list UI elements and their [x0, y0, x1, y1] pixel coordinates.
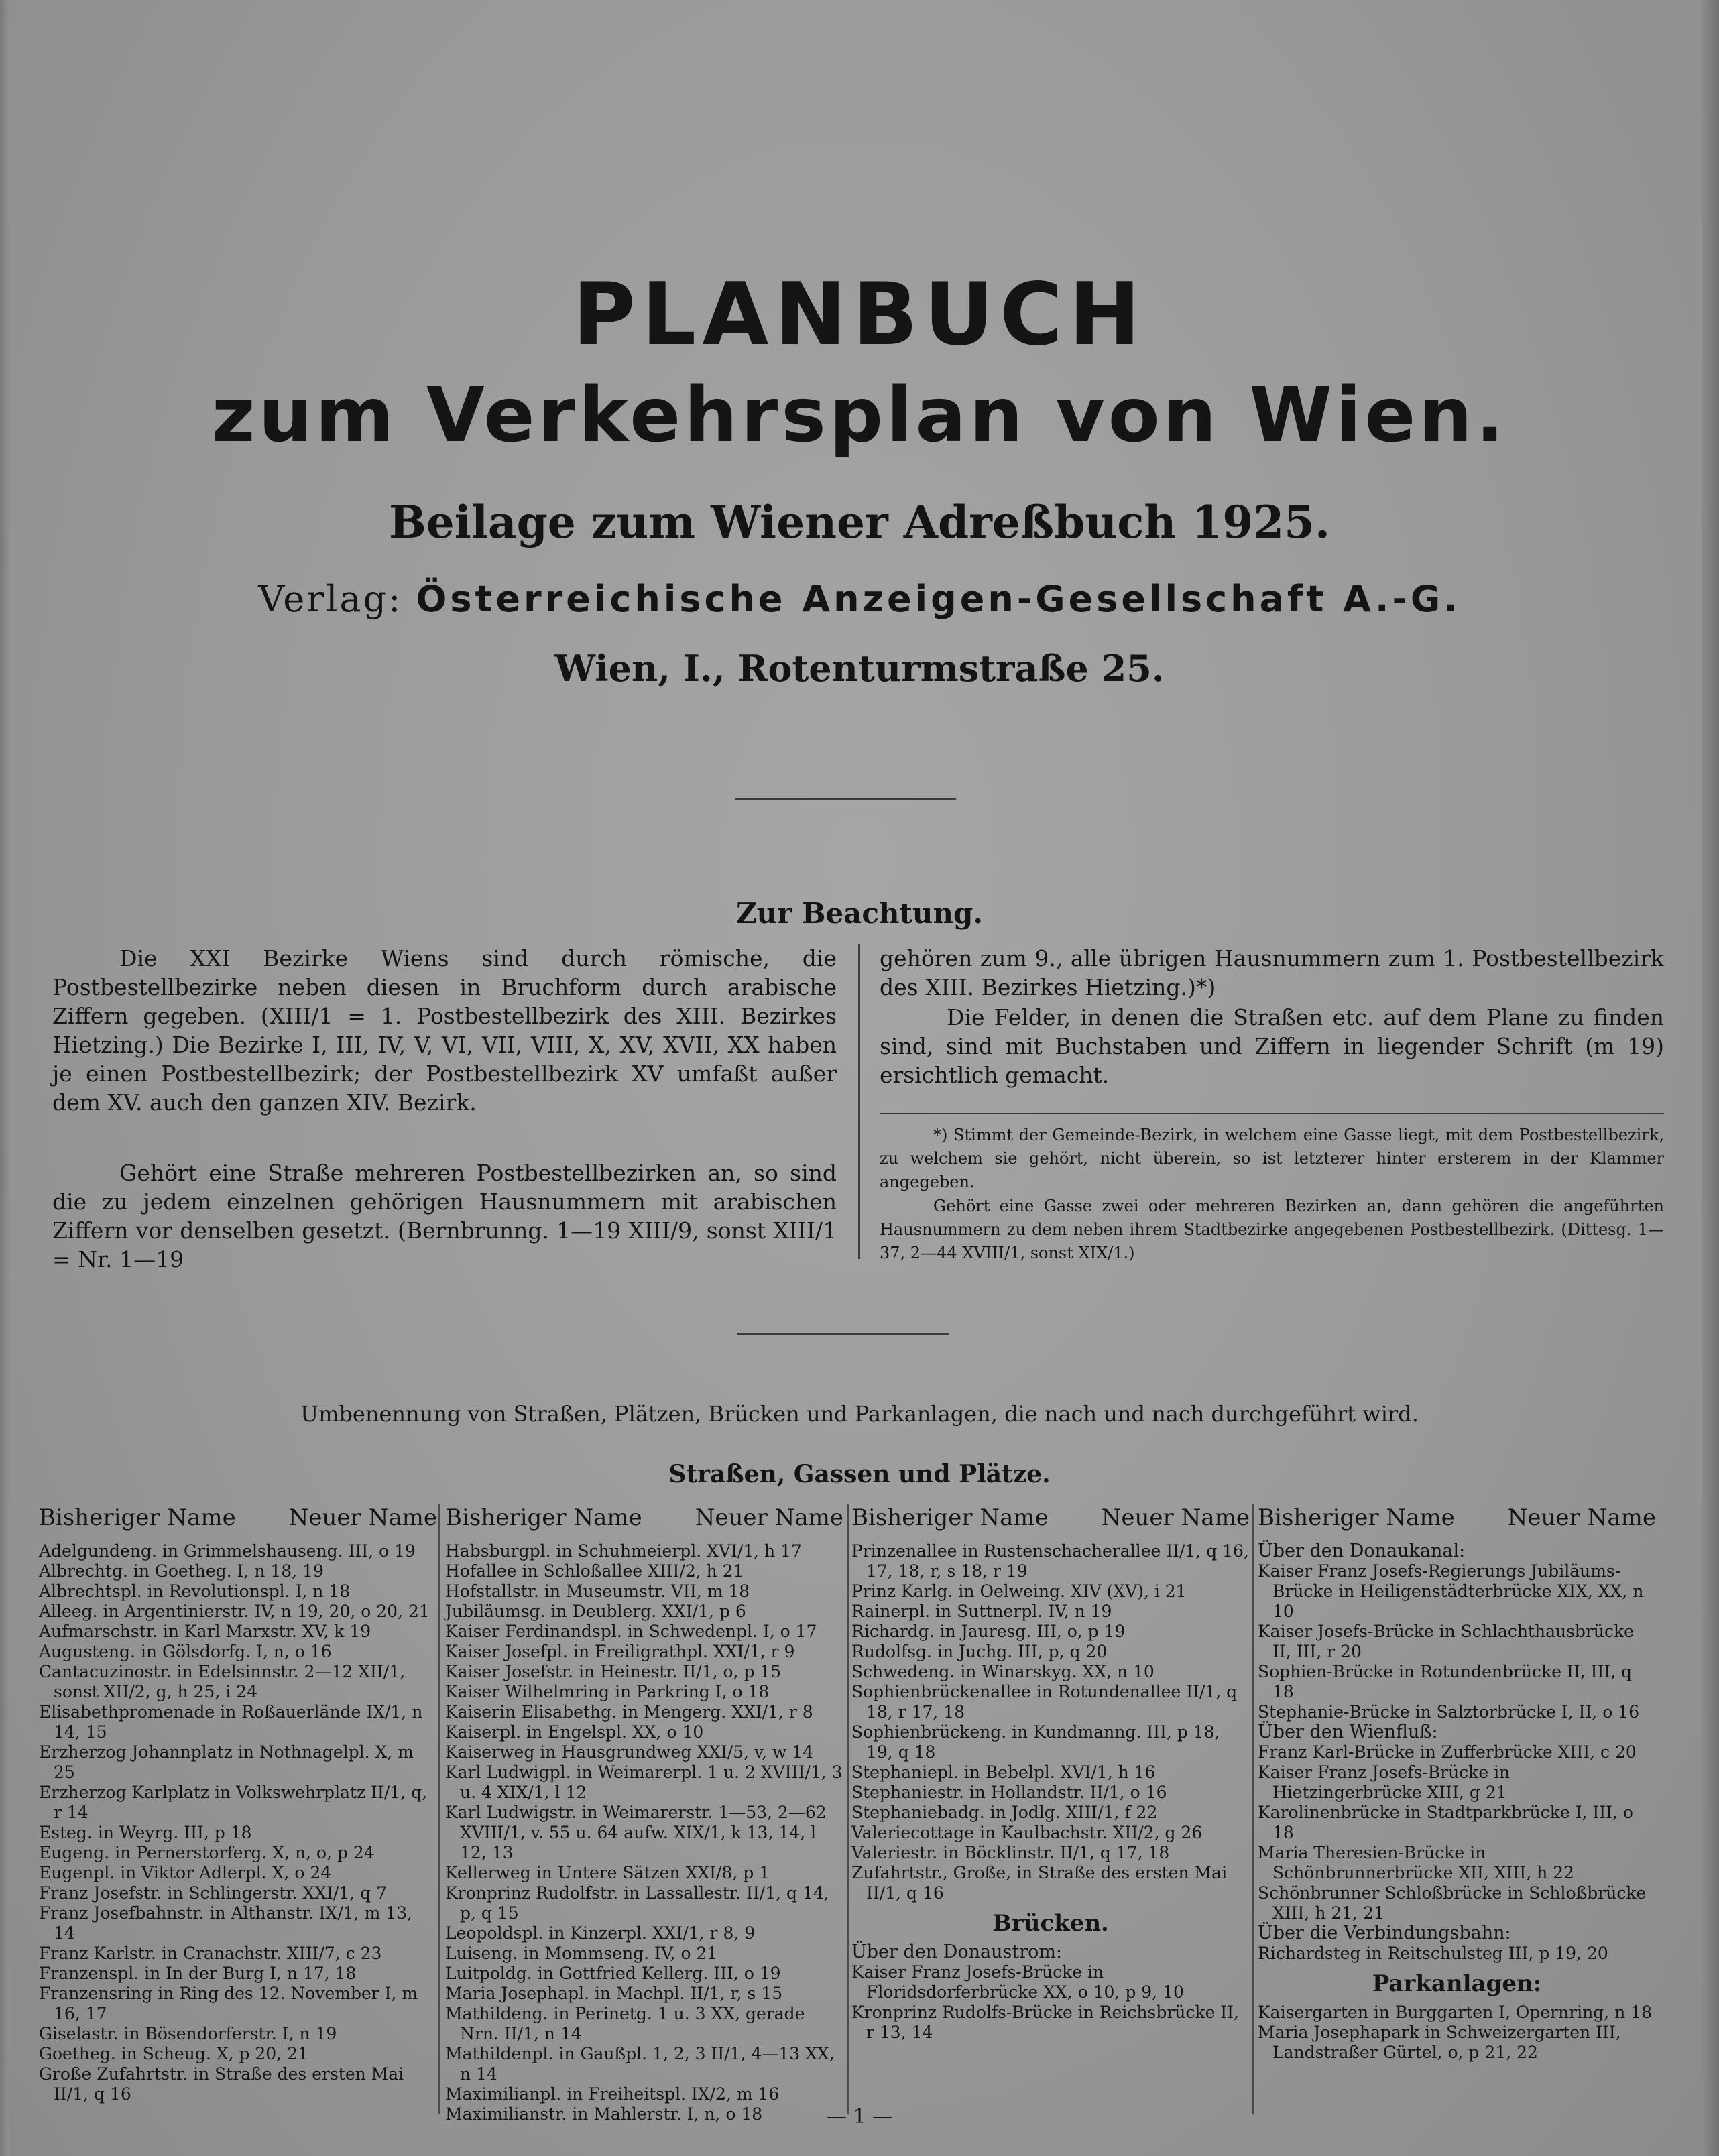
subsection-heading: Über den Wienfluß: — [1258, 1722, 1438, 1742]
list-item: Franz Josefbahnstr. in Althanstr. IX/1, m 13, 14 — [39, 1903, 412, 1943]
list-item: Kaiser Franz Josefs-Regierungs Jubiläums-Brücke in Heiligenstädterbrücke XIX, XX, n 10 — [1258, 1561, 1644, 1621]
entry-list — [1258, 2002, 1656, 2063]
list-item: Kaiser Josefs-Brücke in Schlachthausbrücke II, III, r 20 — [1258, 1622, 1634, 1661]
entry-list — [1258, 1561, 1656, 1722]
bridges-heading: Brücken. — [992, 1910, 1109, 1937]
list-item: Maria Josephapark in Schweizergarten III, Landstraßer Gürtel, o, p 21, 22 — [1258, 2023, 1621, 2062]
list-item: Franzensring in Ring des 12. November I, m 16, 17 — [39, 1984, 418, 2023]
page-number: — 1 — — [826, 2105, 893, 2129]
list-item: Valeriestr. in Böcklinstr. II/1, q 17, 18 — [851, 1843, 1170, 1862]
column-header-old: Bisheriger Name — [39, 1504, 236, 1531]
list-item: Luiseng. in Mommseng. IV, o 21 — [445, 1943, 718, 1963]
list-item: Sophien-Brücke in Rotundenbrücke II, III, q 18 — [1258, 1662, 1633, 1701]
column-header-old: Bisheriger Name — [445, 1504, 642, 1531]
list-item: Karolinenbrücke in Stadtparkbrücke I, III, o 18 — [1258, 1803, 1633, 1842]
list-item: Kronprinz Rudolfs-Brücke in Reichsbrücke II, r 13, 14 — [851, 2002, 1240, 2042]
list-item: Stephaniestr. in Hollandstr. II/1, o 16 — [851, 1783, 1167, 1802]
footnote-2: Gehört eine Gasse zwei oder mehreren Bezirken an, dann gehören die angeführten Hausnummern zu dem neben ihrem Stadtbezirke angegebenen Postbestellbezirk. (Dittesg. 1—37, 2—44 XVIII/1, sonst XIX/1.) — [880, 1197, 1664, 1262]
column-header-old: Bisheriger Name — [851, 1504, 1049, 1531]
list-item: Franz Josefstr. in Schlingerstr. XXI/1, q 7 — [39, 1883, 387, 1903]
entry-list — [851, 1962, 1250, 2043]
list-item: Giselastr. in Bösendorferstr. I, n 19 — [39, 2024, 337, 2043]
subsection-heading: Über den Donaukanal: — [1258, 1541, 1466, 1561]
publisher-label: Verlag: — [258, 578, 403, 620]
list-item: Hofstallstr. in Museumstr. VII, m 18 — [445, 1581, 750, 1601]
column-header-old: Bisheriger Name — [1258, 1504, 1455, 1531]
footnote-rule — [880, 1113, 1664, 1114]
entry-list — [445, 1541, 843, 2124]
list-item: Franz Karl-Brücke in Zufferbrücke XIII, c 20 — [1258, 1742, 1637, 1762]
list-item: Eugeng. in Pernerstorferg. X, n, o, p 24 — [39, 1843, 375, 1862]
publisher-line — [0, 578, 1719, 620]
list-item: Stephaniepl. in Bebelpl. XVI/1, h 16 — [851, 1762, 1156, 1782]
column-header — [445, 1504, 843, 1541]
divider-rule-top — [735, 798, 956, 800]
column-header — [1258, 1504, 1656, 1541]
parks-heading: Parkanlagen: — [1372, 1970, 1542, 1997]
list-item: Rudolfsg. in Juchg. III, p, q 20 — [851, 1642, 1108, 1661]
column-separator — [1252, 1504, 1254, 2114]
column-header-new: Neuer Name — [695, 1504, 843, 1531]
list-item: Kaiser Ferdinandspl. in Schwedenpl. I, o 17 — [445, 1622, 817, 1641]
list-item: Prinzenallee in Rustenschacherallee II/1, q 16, 17, 18, r, s 18, r 19 — [851, 1541, 1249, 1581]
list-item: Alleeg. in Argentinierstr. IV, n 19, 20, o 20, 21 — [39, 1602, 430, 1621]
column-separator — [438, 1504, 440, 2114]
footnote-1: *) Stimmt der Gemeinde-Bezirk, in welchem eine Gasse liegt, mit dem Postbestellbezirk, zu welchem sie gehört, nicht überein, so ist letzterer hinter ersterem in der Klammer angegeben. — [880, 1126, 1664, 1191]
renaming-column-3 — [851, 1504, 1250, 2043]
bridges-subheading: Über den Donaustrom: — [851, 1941, 1063, 1962]
list-item: Franz Karlstr. in Cranachstr. XIII/7, c 23 — [39, 1943, 382, 1963]
list-item: Kaiser Franz Josefs-Brücke in Hietzingerbrücke XIII, g 21 — [1258, 1762, 1510, 1802]
list-item: Stephaniebadg. in Jodlg. XIII/1, f 22 — [851, 1803, 1158, 1822]
list-item: Aufmarschstr. in Karl Marxstr. XV, k 19 — [39, 1622, 371, 1641]
list-item: Karl Ludwigstr. in Weimarerstr. 1—53, 2—62 XVIII/1, v. 55 u. 64 aufw. XIX/1, k 13, 14, l 12, 13 — [445, 1803, 827, 1862]
renaming-column-1 — [39, 1504, 437, 2104]
list-item: Adelgundeng. in Grimmelshauseng. III, o 19 — [39, 1541, 416, 1561]
list-item: Kaiser Wilhelmring in Parkring I, o 18 — [445, 1682, 770, 1701]
list-item: Franzenspl. in In der Burg I, n 17, 18 — [39, 1964, 357, 1983]
streets-heading: Straßen, Gassen und Plätze. — [668, 1460, 1051, 1488]
list-item: Kaiser Josefpl. in Freiligrathpl. XXI/1, r 9 — [445, 1642, 795, 1661]
list-item: Eugenpl. in Viktor Adlerpl. X, o 24 — [39, 1863, 332, 1882]
list-item: Albrechtspl. in Revolutionspl. I, n 18 — [39, 1581, 351, 1601]
list-item: Richardsteg in Reitschulsteg III, p 19, 20 — [1258, 1943, 1608, 1963]
list-item: Maria Theresien-Brücke in Schönbrunnerbrücke XII, XIII, h 22 — [1258, 1843, 1574, 1882]
list-item: Erzherzog Karlplatz in Volkswehrplatz II/1, q, r 14 — [39, 1783, 428, 1822]
list-item: Schönbrunner Schloßbrücke in Schloßbrücke XIII, h 21, 21 — [1258, 1883, 1647, 1923]
entry-list — [39, 1541, 437, 2104]
list-item: Richardg. in Jauresg. III, o, p 19 — [851, 1622, 1126, 1641]
page-subtitle: zum Verkehrsplan von Wien. — [211, 372, 1508, 459]
column-header — [39, 1504, 437, 1541]
publisher-name: Österreichische Anzeigen-Gesellschaft A.-G. — [416, 578, 1461, 620]
column-separator — [847, 1504, 849, 2114]
list-item: Kronprinz Rudolfstr. in Lassallestr. II/1, q 14, p, q 15 — [445, 1883, 829, 1923]
list-item: Kaiserin Elisabethg. in Mengerg. XXI/1, r 8 — [445, 1702, 813, 1722]
entry-list — [1258, 1742, 1656, 1923]
list-item: Stephanie-Brücke in Salztorbrücke I, II, o 16 — [1258, 1702, 1640, 1722]
supplement-line: Beilage zum Wiener Adreßbuch 1925. — [388, 496, 1331, 548]
list-item: Habsburgpl. in Schuhmeierpl. XVI/1, h 17 — [445, 1541, 802, 1561]
list-item: Sophienbrückeng. in Kundmanng. III, p 18, 19, q 18 — [851, 1722, 1220, 1762]
list-item: Große Zufahrtstr. in Straße des ersten Mai II/1, q 16 — [39, 2064, 404, 2104]
entry-list — [851, 1541, 1250, 1903]
list-item: Kaiser Josefstr. in Heinestr. II/1, o, p 15 — [445, 1662, 782, 1681]
list-item: Maximilianpl. in Freiheitspl. IX/2, m 16 — [445, 2084, 780, 2104]
list-item: Kaisergarten in Burggarten I, Opernring, n 18 — [1258, 2002, 1653, 2022]
list-item: Jubiläumsg. in Deublerg. XXI/1, p 6 — [445, 1602, 746, 1621]
column-header-new: Neuer Name — [1101, 1504, 1250, 1531]
list-item: Mathildenpl. in Gaußpl. 1, 2, 3 II/1, 4—13 XX, n 14 — [445, 2044, 835, 2084]
renaming-column-2 — [445, 1504, 843, 2124]
list-item: Valeriecottage in Kaulbachstr. XII/2, g 26 — [851, 1823, 1203, 1842]
entry-list — [1258, 1943, 1656, 1964]
divider-rule-middle — [737, 1333, 949, 1335]
list-item: Esteg. in Weyrg. III, p 18 — [39, 1823, 252, 1842]
list-item: Albrechtg. in Goetheg. I, n 18, 19 — [39, 1561, 324, 1581]
notice-paragraph-1: Die XXI Bezirke Wiens sind durch römische, die Postbestellbezirke neben diesen in Bruchform durch arabische Ziffern gegeben. (XIII/1 = 1. Postbestellbezirk des XIII. Bezirkes Hietzing.) Die Bezirke I, III, IV, V, VI, VII, VIII, X, XV, XVII, XX haben je einen Postbestellbezirk; der Postbestellbezirk XV umfaßt außer dem XV. auch den ganzen XIV. Bezirk. — [52, 945, 837, 1116]
list-item: Kaiser Franz Josefs-Brücke in Floridsdorferbrücke XX, o 10, p 9, 10 — [851, 1962, 1184, 2002]
notice-heading: Zur Beachtung. — [736, 897, 983, 930]
column-header — [851, 1504, 1250, 1541]
list-item: Augusteng. in Gölsdorfg. I, n, o 16 — [39, 1642, 332, 1661]
notice-column-divider — [858, 944, 860, 1259]
subsection-heading: Über die Verbindungsbahn: — [1258, 1923, 1511, 1943]
list-item: Cantacuzinostr. in Edelsinnstr. 2—12 XII/1, sonst XII/2, g, h 25, i 24 — [39, 1662, 406, 1701]
list-item: Zufahrtstr., Große, in Straße des ersten Mai II/1, q 16 — [851, 1863, 1228, 1903]
list-item: Elisabethpromenade in Roßauerlände IX/1, n 14, 15 — [39, 1702, 423, 1742]
list-item: Schwedeng. in Winarskyg. XX, n 10 — [851, 1662, 1154, 1681]
list-item: Rainerpl. in Suttnerpl. IV, n 19 — [851, 1602, 1112, 1621]
renaming-column-4 — [1258, 1504, 1656, 2063]
list-item: Prinz Karlg. in Oelweing. XIV (XV), i 21 — [851, 1581, 1187, 1601]
notice-paragraph-4: Die Felder, in denen die Straßen etc. auf dem Plane zu finden sind, sind mit Buchstaben und Ziffern in liegender Schrift (m 19) ersichtlich gemacht. — [880, 1004, 1664, 1088]
renaming-heading: Umbenennung von Straßen, Plätzen, Brücken und Parkanlagen, die nach und nach durchgeführt wird. — [300, 1401, 1419, 1427]
notice-paragraph-3: gehören zum 9., alle übrigen Hausnummern zum 1. Postbestellbezirk des XIII. Bezirkes Hietzing.)*) — [880, 945, 1664, 1000]
list-item: Kellerweg in Untere Sätzen XXI/8, p 1 — [445, 1863, 770, 1882]
list-item: Kaiserweg in Hausgrundweg XXI/5, v, w 14 — [445, 1742, 814, 1762]
list-item: Hofallee in Schloßallee XIII/2, h 21 — [445, 1561, 744, 1581]
list-item: Leopoldspl. in Kinzerpl. XXI/1, r 8, 9 — [445, 1923, 756, 1943]
list-item: Erzherzog Johannplatz in Nothnagelpl. X, m 25 — [39, 1742, 414, 1782]
list-item: Goetheg. in Scheug. X, p 20, 21 — [39, 2044, 308, 2063]
page-title: PLANBUCH — [572, 265, 1147, 365]
list-item: Karl Ludwigpl. in Weimarerpl. 1 u. 2 XVIII/1, 3 u. 4 XIX/1, l 12 — [445, 1762, 843, 1802]
list-item: Maria Josephapl. in Machpl. II/1, r, s 15 — [445, 1984, 783, 2003]
list-item: Luitpoldg. in Gottfried Kellerg. III, o 19 — [445, 1964, 781, 1983]
publisher-address: Wien, I., Rotenturmstraße 25. — [554, 647, 1165, 690]
column-header-new: Neuer Name — [1507, 1504, 1656, 1531]
notice-paragraph-2: Gehört eine Straße mehreren Postbestellbezirken an, so sind die zu jedem einzelnen gehörigen Hausnummern mit arabischen Ziffern vor denselben gesetzt. (Bernbrunng. 1—19 XIII/9, sonst XIII/1 = Nr. 1—19 — [52, 1160, 837, 1272]
column-header-new: Neuer Name — [288, 1504, 437, 1531]
list-item: Kaiserpl. in Engelspl. XX, o 10 — [445, 1722, 704, 1742]
list-item: Maximilianstr. in Mahlerstr. I, n, o 18 — [445, 2104, 763, 2124]
list-item: Mathildeng. in Perinetg. 1 u. 3 XX, gerade Nrn. II/1, n 14 — [445, 2004, 805, 2043]
list-item: Sophienbrückenallee in Rotundenallee II/1, q 18, r 17, 18 — [851, 1682, 1238, 1722]
